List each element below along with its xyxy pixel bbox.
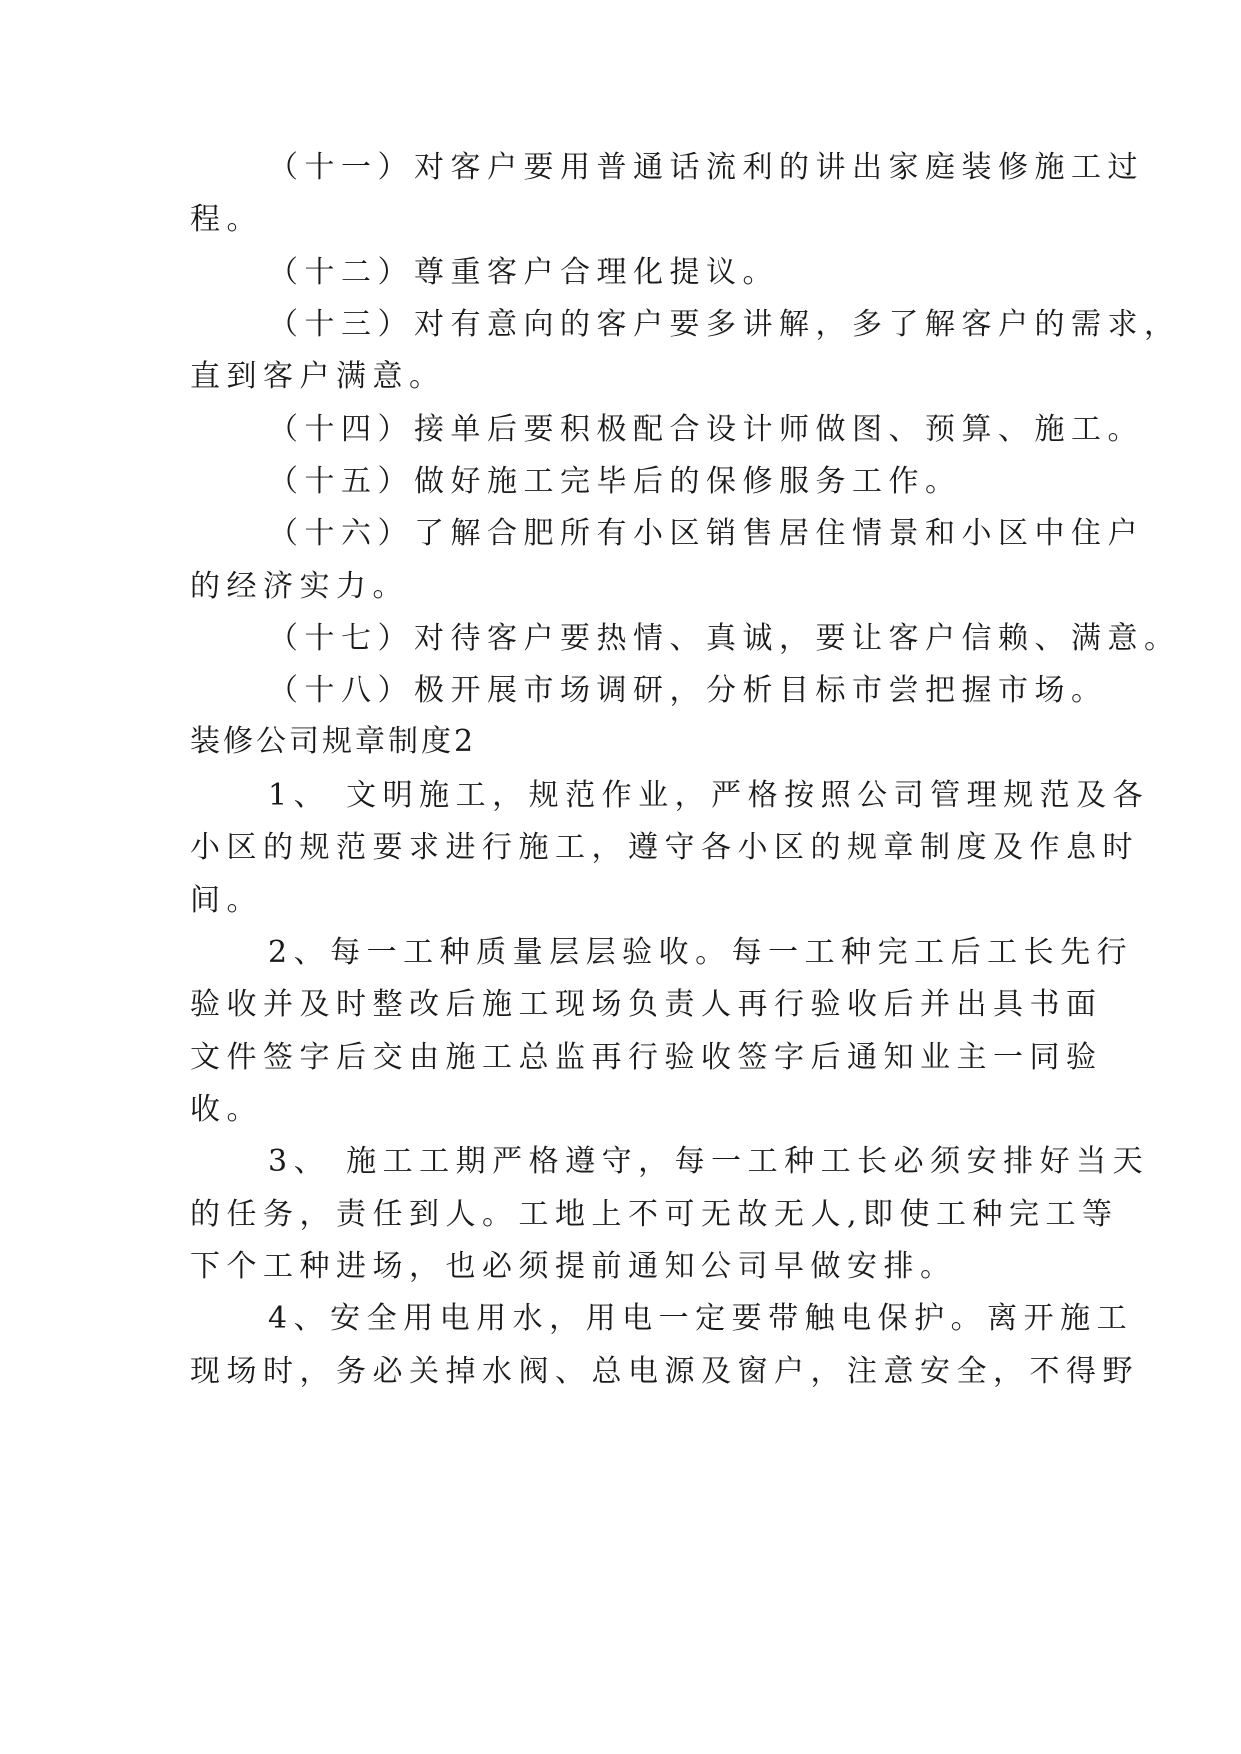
text-line: （十一）对客户要用普通话流利的讲出家庭装修施工过 xyxy=(268,150,1144,185)
text-line: 文件签字后交由施工总监再行验收签字后通知业主一同验 xyxy=(190,1040,1103,1075)
text-line: 1、 文明施工，规范作业，严格按照公司管理规范及各 xyxy=(268,778,1150,813)
text-line: 直到客户满意。 xyxy=(190,359,446,394)
text-line: 的经济实力。 xyxy=(190,569,409,604)
text-line: （十三）对有意向的客户要多讲解，多了解客户的需求， xyxy=(268,307,1181,342)
text-line: （十四）接单后要积极配合设计师做图、预算、施工。 xyxy=(268,412,1144,447)
text-line: 验收并及时整改后施工现场负责人再行验收后并出具书面 xyxy=(190,987,1103,1022)
text-line: 3、 施工工期严格遵守，每一工种工长必须安排好当天 xyxy=(268,1144,1150,1179)
text-line: （十二）尊重客户合理化提议。 xyxy=(268,255,779,290)
text-line: 程。 xyxy=(190,202,263,237)
text-line: 现场时，务必关掉水阀、总电源及窗户，注意安全，不得野 xyxy=(190,1354,1139,1389)
text-line: 下个工种进场，也必须提前通知公司早做安排。 xyxy=(190,1249,957,1284)
text-line: 间。 xyxy=(190,883,263,918)
text-line: （十五）做好施工完毕后的保修服务工作。 xyxy=(268,464,962,499)
text-line: （十七）对待客户要热情、真诚，要让客户信赖、满意。 xyxy=(268,621,1181,656)
text-line: （十六）了解合肥所有小区销售居住情景和小区中住户 xyxy=(268,516,1144,551)
text-line: 2、每一工种质量层层验收。每一工种完工后工长先行 xyxy=(268,935,1134,970)
text-line: 收。 xyxy=(190,1092,263,1127)
text-line: 的任务，责任到人。工地上不可无故无人,即使工种完工等 xyxy=(190,1197,1119,1232)
text-line: 4、安全用电用水，用电一定要带触电保护。离开施工 xyxy=(268,1301,1134,1336)
text-line: （十八）极开展市场调研，分析目标市尝把握市场。 xyxy=(268,673,1108,708)
text-line: 小区的规范要求进行施工，遵守各小区的规章制度及作息时 xyxy=(190,830,1139,865)
section-heading: 装修公司规章制度2 xyxy=(190,724,477,759)
